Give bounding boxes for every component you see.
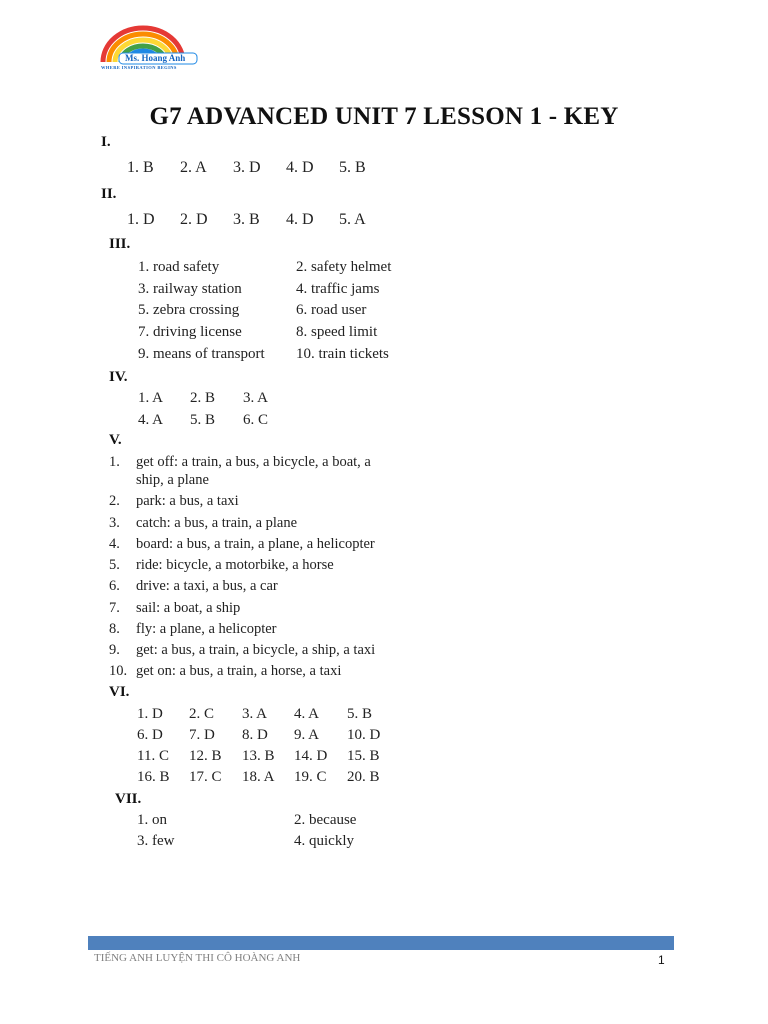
answer: 9. A xyxy=(294,727,320,743)
section-heading-3: III. xyxy=(109,236,131,252)
answer: 4. quickly xyxy=(294,833,354,849)
answer: 7. driving license xyxy=(138,324,242,340)
answer: 3. A xyxy=(242,706,268,722)
answer: 6. C xyxy=(243,412,269,428)
list-item-text: get: a bus, a train, a bicycle, a ship, a taxi xyxy=(136,642,376,658)
section-heading-5: V. xyxy=(109,432,122,448)
answer: 4. A xyxy=(294,706,320,722)
answer: 4. traffic jams xyxy=(296,281,380,297)
answer: 10. D xyxy=(347,727,381,743)
answer: 2. B xyxy=(190,390,216,406)
answer: 12. B xyxy=(189,748,222,764)
answer: 3. D xyxy=(233,159,261,176)
answer: 15. B xyxy=(347,748,380,764)
answer: 1. D xyxy=(127,211,155,228)
answer: 6. D xyxy=(137,727,163,743)
list-item-number: 7. xyxy=(109,600,120,616)
answer: 1. D xyxy=(137,706,163,722)
answer: 1. road safety xyxy=(138,259,220,275)
section-heading-7: VII. xyxy=(115,791,142,807)
list-item-number: 2. xyxy=(109,493,120,509)
answer: 19. C xyxy=(294,769,327,785)
answer: 18. A xyxy=(242,769,275,785)
list-item-text: get on: a bus, a train, a horse, a taxi xyxy=(136,663,342,679)
footer-text: TIẾNG ANH LUYỆN THI CÔ HOÀNG ANH xyxy=(94,952,301,964)
footer-bar xyxy=(88,936,674,950)
answer: 3. A xyxy=(243,390,269,406)
answer: 10. train tickets xyxy=(296,346,389,362)
answer: 1. B xyxy=(127,159,154,176)
list-item-text: catch: a bus, a train, a plane xyxy=(136,515,298,531)
answer: 13. B xyxy=(242,748,275,764)
answer: 7. D xyxy=(189,727,215,743)
answer: 17. C xyxy=(189,769,222,785)
list-item-number: 10. xyxy=(109,663,128,679)
section-heading-4: IV. xyxy=(109,369,128,385)
answer: 5. zebra crossing xyxy=(138,302,240,318)
list-item-number: 8. xyxy=(109,621,120,637)
logo-tagline: WHERE INSPIRATION BEGINS xyxy=(101,65,177,70)
answer: 6. road user xyxy=(296,302,367,318)
answer: 5. A xyxy=(339,211,366,228)
list-item-number: 4. xyxy=(109,536,120,552)
answer: 8. speed limit xyxy=(296,324,378,340)
answer: 5. B xyxy=(339,159,366,176)
list-item-text: drive: a taxi, a bus, a car xyxy=(136,578,278,594)
answer: 1. on xyxy=(137,812,167,828)
section-heading-1: I. xyxy=(101,134,111,150)
page-number: 1 xyxy=(658,953,665,967)
logo xyxy=(95,22,201,72)
page-title: G7 ADVANCED UNIT 7 LESSON 1 - KEY xyxy=(149,103,619,130)
answer: 2. A xyxy=(180,159,207,176)
answer: 5. B xyxy=(190,412,216,428)
answer: 4. A xyxy=(138,412,164,428)
answer: 2. D xyxy=(180,211,208,228)
section-heading-6: VI. xyxy=(109,684,130,700)
list-item-number: 5. xyxy=(109,557,120,573)
list-item-text: board: a bus, a train, a plane, a helicopter xyxy=(136,536,375,552)
list-item-text-continued: ship, a plane xyxy=(136,472,209,488)
list-item-text: get off: a train, a bus, a bicycle, a boat, a xyxy=(136,454,371,470)
answer: 3. few xyxy=(137,833,175,849)
answer: 2. safety helmet xyxy=(296,259,392,275)
answer: 1. A xyxy=(138,390,164,406)
list-item-text: fly: a plane, a helicopter xyxy=(136,621,277,637)
section-heading-2: II. xyxy=(101,186,117,202)
list-item-number: 9. xyxy=(109,642,120,658)
answer: 8. D xyxy=(242,727,268,743)
answer: 14. D xyxy=(294,748,328,764)
answer: 3. B xyxy=(233,211,260,228)
list-item-text: sail: a boat, a ship xyxy=(136,600,241,616)
list-item-number: 1. xyxy=(109,454,120,470)
list-item-text: park: a bus, a taxi xyxy=(136,493,239,509)
answer: 4. D xyxy=(286,211,314,228)
answer: 20. B xyxy=(347,769,380,785)
list-item-number: 3. xyxy=(109,515,120,531)
answer: 3. railway station xyxy=(138,281,242,297)
answer: 2. C xyxy=(189,706,215,722)
answer: 11. C xyxy=(137,748,169,764)
list-item-text: ride: bicycle, a motorbike, a horse xyxy=(136,557,334,573)
logo-brand: Ms. Hoang Anh xyxy=(125,53,186,63)
answer: 5. B xyxy=(347,706,373,722)
answer: 4. D xyxy=(286,159,314,176)
answer: 16. B xyxy=(137,769,170,785)
list-item-number: 6. xyxy=(109,578,120,594)
answer: 9. means of transport xyxy=(138,346,265,362)
answer: 2. because xyxy=(294,812,357,828)
